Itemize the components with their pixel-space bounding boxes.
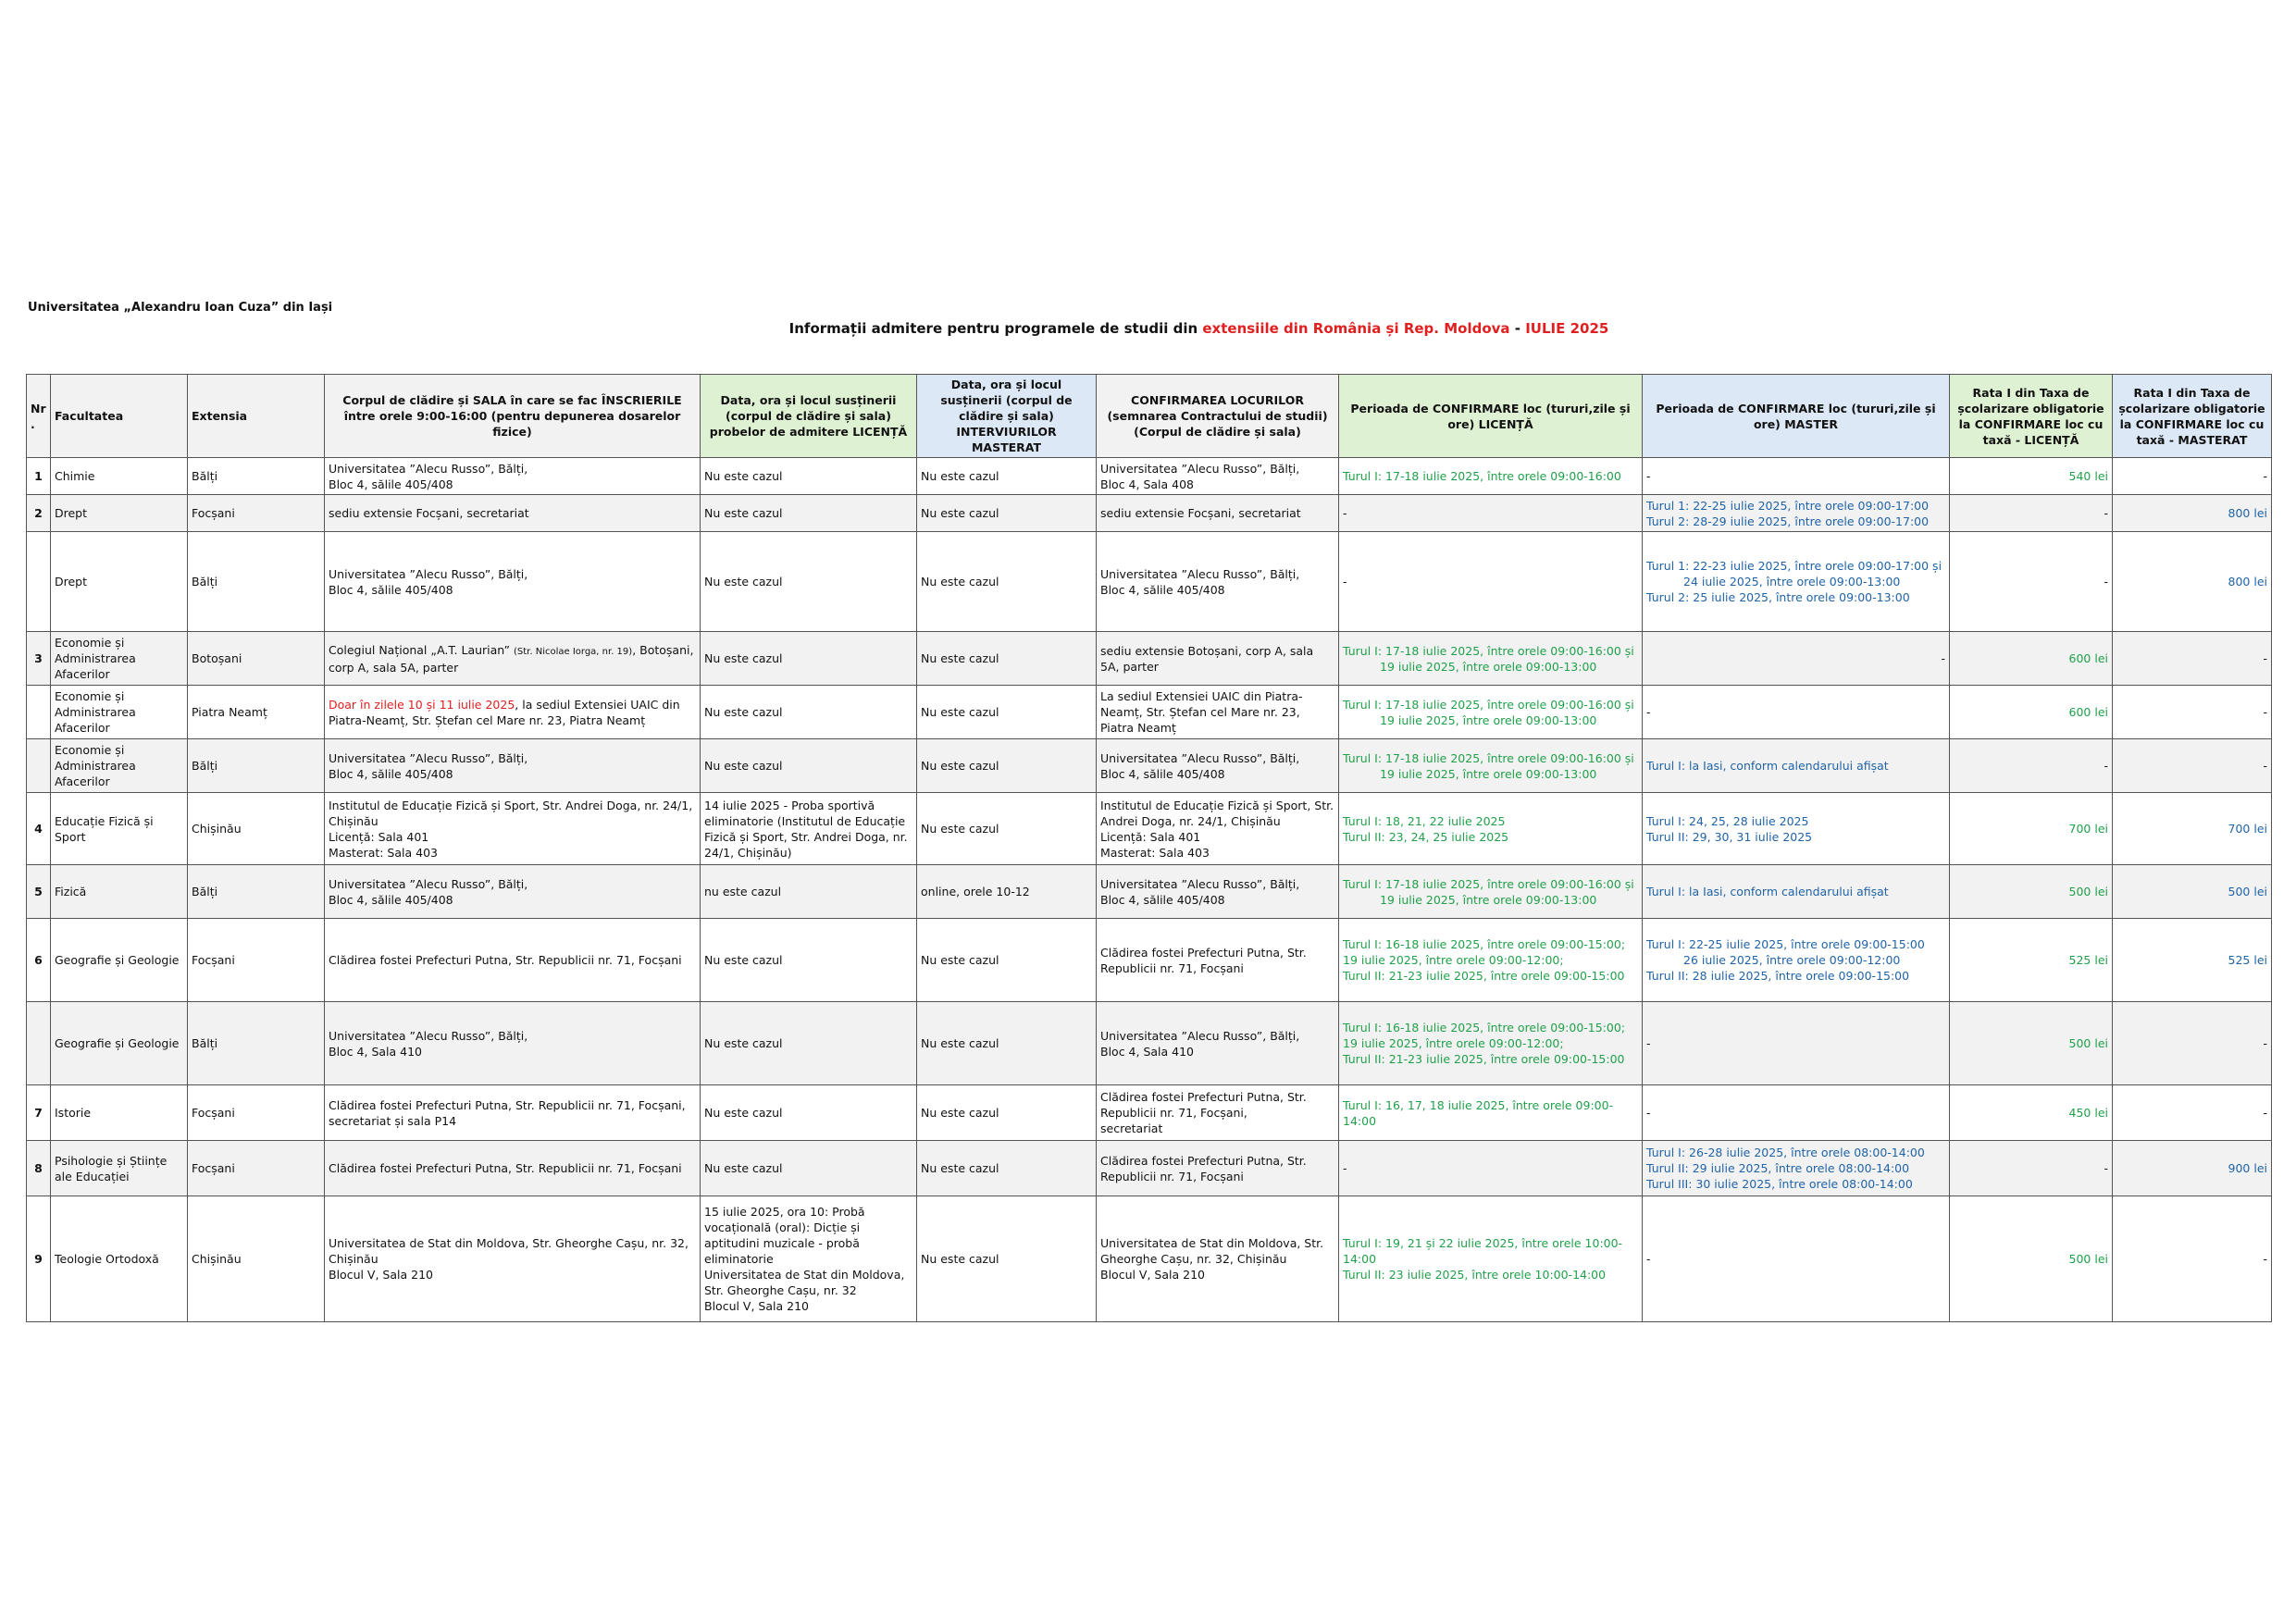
university-name: Universitatea „Alexandru Ioan Cuza” din Iași [28, 301, 333, 315]
cell-confirmation: Clădirea fostei Prefecturi Putna, Str. Republicii nr. 71, Focșani [1097, 919, 1339, 1002]
cell-extension: Chișinău [188, 1196, 325, 1322]
table-row [27, 458, 2272, 495]
cell-faculty: Drept [51, 495, 188, 532]
cell-period-licenta: Turul I: 17-18 iulie 2025, între orele 09:00-16:00 [1339, 458, 1643, 495]
cell-nr [27, 739, 51, 793]
cell-period-licenta: Turul I: 17-18 iulie 2025, între orele 09:00-16:00 și 19 iulie 2025, între orele 09:00-13:00 [1339, 686, 1643, 739]
cell-confirmation: Universitatea ”Alecu Russo”, Bălți, Bloc 4, Sala 410 [1097, 1002, 1339, 1085]
cell-extension: Piatra Neamț [188, 686, 325, 739]
page-title: Informații admitere pentru programele de studii din extensiile din România și Rep. Moldova - IULIE 2025 [788, 320, 1609, 337]
table-row [27, 1141, 2272, 1196]
cell-period-master: - [1643, 458, 1950, 495]
cell-extension: Bălți [188, 1002, 325, 1085]
cell-period-licenta: - [1339, 1141, 1643, 1196]
cell-faculty: Geografie și Geologie [51, 919, 188, 1002]
cell-faculty: Teologie Ortodoxă [51, 1196, 188, 1322]
col-fee-licenta: Rata I din Taxa de școlarizare obligatorie la CONFIRMARE loc cu taxă - LICENȚĂ [1950, 375, 2113, 458]
cell-confirmation: sediu extensie Botoșani, corp A, sala 5A, parter [1097, 632, 1339, 686]
cell-period-licenta: Turul I: 19, 21 și 22 iulie 2025, între orele 10:00-14:00 Turul II: 23 iulie 2025, între orele 10:00-14:00 [1339, 1196, 1643, 1322]
cell-period-master: - [1643, 632, 1950, 686]
cell-extension: Botoșani [188, 632, 325, 686]
cell-fee-licenta: 500 lei [1950, 1002, 2113, 1085]
cell-period-master: Turul I: 24, 25, 28 iulie 2025 Turul II: 29, 30, 31 iulie 2025 [1643, 793, 1950, 865]
col-faculty: Facultatea [51, 375, 188, 458]
cell-fee-master: 525 lei [2113, 919, 2272, 1002]
cell-period-licenta: Turul I: 16-18 iulie 2025, între orele 09:00-15:00; 19 iulie 2025, între orele 09:00-12:00; Turul II: 21-23 iulie 2025, între orele 09:00-15:00 [1339, 1002, 1643, 1085]
cell-period-master: - [1643, 1196, 1950, 1322]
cell-extension: Chișinău [188, 793, 325, 865]
cell-nr [27, 1002, 51, 1085]
cell-confirmation: Institutul de Educație Fizică și Sport, Str. Andrei Doga, nr. 24/1, Chișinău Licență: Sala 401 Masterat: Sala 403 [1097, 793, 1339, 865]
cell-period-licenta: Turul I: 16, 17, 18 iulie 2025, între orele 09:00-14:00 [1339, 1085, 1643, 1141]
cell-nr: 1 [27, 458, 51, 495]
cell-interviews-master: Nu este cazul [917, 632, 1097, 686]
cell-interviews-master: Nu este cazul [917, 686, 1097, 739]
cell-enrollment: Doar în zilele 10 și 11 iulie 2025, la sediul Extensiei UAIC din Piatra-Neamț, Str. Ștefan cel Mare nr. 23, Piatra Neamț [325, 686, 701, 739]
cell-enrollment: Institutul de Educație Fizică și Sport, Str. Andrei Doga, nr. 24/1, Chișinău Licență: Sala 401 Masterat: Sala 403 [325, 793, 701, 865]
cell-enrollment: Universitatea ”Alecu Russo”, Bălți, Bloc 4, sălile 405/408 [325, 739, 701, 793]
cell-nr: 4 [27, 793, 51, 865]
table-row [27, 1002, 2272, 1085]
cell-fee-master: - [2113, 1196, 2272, 1322]
cell-interviews-master: Nu este cazul [917, 793, 1097, 865]
cell-confirmation: Clădirea fostei Prefecturi Putna, Str. Republicii nr. 71, Focșani, secretariat [1097, 1085, 1339, 1141]
cell-period-master: - [1643, 686, 1950, 739]
cell-exams-licenta: Nu este cazul [701, 1085, 917, 1141]
cell-enrollment: Universitatea ”Alecu Russo”, Bălți, Bloc 4, sălile 405/408 [325, 458, 701, 495]
cell-extension: Focșani [188, 919, 325, 1002]
cell-fee-licenta: 700 lei [1950, 793, 2113, 865]
cell-exams-licenta: Nu este cazul [701, 686, 917, 739]
cell-exams-licenta: Nu este cazul [701, 495, 917, 532]
table-row [27, 739, 2272, 793]
cell-faculty: Fizică [51, 865, 188, 919]
cell-faculty: Chimie [51, 458, 188, 495]
cell-period-master: - [1643, 1002, 1950, 1085]
col-nr: Nr. [27, 375, 51, 458]
cell-interviews-master: online, orele 10-12 [917, 865, 1097, 919]
cell-confirmation: Universitatea de Stat din Moldova, Str. Gheorghe Cașu, nr. 32, Chișinău Blocul V, Sala 210 [1097, 1196, 1339, 1322]
cell-fee-master: 700 lei [2113, 793, 2272, 865]
cell-exams-licenta: 15 iulie 2025, ora 10: Probă vocațională (oral): Dicție și aptitudini muzicale - probă eliminatorie Universitatea de Stat din Moldova, Str. Gheorghe Cașu, nr. 32 Blocul V, Sala 210 [701, 1196, 917, 1322]
cell-period-licenta: Turul I: 16-18 iulie 2025, între orele 09:00-15:00; 19 iulie 2025, între orele 09:00-12:00; Turul II: 21-23 iulie 2025, între orele 09:00-15:00 [1339, 919, 1643, 1002]
cell-enrollment: Clădirea fostei Prefecturi Putna, Str. Republicii nr. 71, Focșani [325, 1141, 701, 1196]
cell-period-licenta: - [1339, 495, 1643, 532]
cell-confirmation: sediu extensie Focșani, secretariat [1097, 495, 1339, 532]
cell-fee-master: - [2113, 1002, 2272, 1085]
col-extension: Extensia [188, 375, 325, 458]
cell-confirmation: Universitatea ”Alecu Russo”, Bălți, Bloc 4, sălile 405/408 [1097, 739, 1339, 793]
cell-confirmation: Clădirea fostei Prefecturi Putna, Str. Republicii nr. 71, Focșani [1097, 1141, 1339, 1196]
cell-nr: 7 [27, 1085, 51, 1141]
cell-nr: 2 [27, 495, 51, 532]
cell-extension: Bălți [188, 865, 325, 919]
cell-period-master: Turul I: 22-25 iulie 2025, între orele 09:00-15:00 26 iulie 2025, între orele 09:00-12:00 Turul II: 28 iulie 2025, între orele 09:00-15:00 [1643, 919, 1950, 1002]
cell-fee-licenta: 600 lei [1950, 686, 2113, 739]
cell-fee-licenta: 500 lei [1950, 865, 2113, 919]
table-row [27, 1196, 2272, 1322]
cell-faculty: Economie și Administrarea Afacerilor [51, 686, 188, 739]
cell-period-master: Turul 1: 22-25 iulie 2025, între orele 09:00-17:00 Turul 2: 28-29 iulie 2025, între orele 09:00-17:00 [1643, 495, 1950, 532]
cell-confirmation: Universitatea ”Alecu Russo”, Bălți, Bloc 4, sălile 405/408 [1097, 865, 1339, 919]
cell-enrollment: Clădirea fostei Prefecturi Putna, Str. Republicii nr. 71, Focșani, secretariat și sala P14 [325, 1085, 701, 1141]
cell-period-master: Turul I: 26-28 iulie 2025, între orele 08:00-14:00 Turul II: 29 iulie 2025, între orele 08:00-14:00 Turul III: 30 iulie 2025, între orele 08:00-14:00 [1643, 1141, 1950, 1196]
cell-faculty: Psihologie și Științe ale Educației [51, 1141, 188, 1196]
cell-fee-master: - [2113, 1085, 2272, 1141]
cell-period-master: Turul I: la Iasi, conform calendarului afișat [1643, 865, 1950, 919]
cell-interviews-master: Nu este cazul [917, 532, 1097, 632]
cell-period-licenta: - [1339, 532, 1643, 632]
cell-period-licenta: Turul I: 17-18 iulie 2025, între orele 09:00-16:00 și 19 iulie 2025, între orele 09:00-13:00 [1339, 865, 1643, 919]
cell-interviews-master: Nu este cazul [917, 739, 1097, 793]
cell-period-master: - [1643, 1085, 1950, 1141]
cell-extension: Bălți [188, 739, 325, 793]
cell-enrollment: sediu extensie Focșani, secretariat [325, 495, 701, 532]
cell-period-licenta: Turul I: 18, 21, 22 iulie 2025 Turul II: 23, 24, 25 iulie 2025 [1339, 793, 1643, 865]
cell-exams-licenta: Nu este cazul [701, 739, 917, 793]
cell-nr: 3 [27, 632, 51, 686]
cell-faculty: Economie și Administrarea Afacerilor [51, 739, 188, 793]
col-confirmation: CONFIRMAREA LOCURILOR (semnarea Contractului de studii) (Corpul de clădire și sala) [1097, 375, 1339, 458]
cell-fee-master: - [2113, 739, 2272, 793]
table-row [27, 632, 2272, 686]
cell-interviews-master: Nu este cazul [917, 1085, 1097, 1141]
cell-exams-licenta: Nu este cazul [701, 1141, 917, 1196]
cell-interviews-master: Nu este cazul [917, 1196, 1097, 1322]
cell-fee-master: 500 lei [2113, 865, 2272, 919]
admissions-table [26, 374, 2272, 1322]
cell-fee-licenta: - [1950, 739, 2113, 793]
cell-extension: Focșani [188, 1085, 325, 1141]
table-row [27, 686, 2272, 739]
cell-interviews-master: Nu este cazul [917, 458, 1097, 495]
cell-nr: 6 [27, 919, 51, 1002]
table-row [27, 865, 2272, 919]
cell-fee-licenta: 600 lei [1950, 632, 2113, 686]
col-enrollment: Corpul de clădire și SALA în care se fac ÎNSCRIERILE între orele 9:00-16:00 (pentru depunerea dosarelor fizice) [325, 375, 701, 458]
cell-exams-licenta: 14 iulie 2025 - Proba sportivă eliminatorie (Institutul de Educație Fizică și Sport, Str. Andrei Doga, nr. 24/1, Chișinău) [701, 793, 917, 865]
cell-interviews-master: Nu este cazul [917, 1141, 1097, 1196]
cell-interviews-master: Nu este cazul [917, 919, 1097, 1002]
cell-fee-master: - [2113, 458, 2272, 495]
cell-nr: 9 [27, 1196, 51, 1322]
cell-exams-licenta: Nu este cazul [701, 1002, 917, 1085]
col-period-master: Perioada de CONFIRMARE loc (tururi,zile și ore) MASTER [1643, 375, 1950, 458]
cell-nr [27, 532, 51, 632]
cell-enrollment: Universitatea de Stat din Moldova, Str. Gheorghe Cașu, nr. 32, Chișinău Blocul V, Sala 210 [325, 1196, 701, 1322]
table-row [27, 919, 2272, 1002]
cell-fee-master: 900 lei [2113, 1141, 2272, 1196]
cell-extension: Bălți [188, 458, 325, 495]
cell-fee-licenta: 450 lei [1950, 1085, 2113, 1141]
cell-period-master: Turul 1: 22-23 iulie 2025, între orele 09:00-17:00 și 24 iulie 2025, între orele 09:00-13:00 Turul 2: 25 iulie 2025, între orele 09:00-13:00 [1643, 532, 1950, 632]
cell-fee-master: 800 lei [2113, 495, 2272, 532]
cell-exams-licenta: nu este cazul [701, 865, 917, 919]
table-row [27, 532, 2272, 632]
cell-faculty: Istorie [51, 1085, 188, 1141]
cell-period-master: Turul I: la Iasi, conform calendarului afișat [1643, 739, 1950, 793]
cell-exams-licenta: Nu este cazul [701, 632, 917, 686]
cell-nr [27, 686, 51, 739]
cell-confirmation: Universitatea ”Alecu Russo”, Bălți, Bloc 4, Sala 408 [1097, 458, 1339, 495]
cell-faculty: Drept [51, 532, 188, 632]
col-exams-licenta: Data, ora și locul susținerii (corpul de clădire și sala) probelor de admitere LICENȚĂ [701, 375, 917, 458]
col-fee-master: Rata I din Taxa de școlarizare obligatorie la CONFIRMARE loc cu taxă - MASTERAT [2113, 375, 2272, 458]
cell-faculty: Economie și Administrarea Afacerilor [51, 632, 188, 686]
table-row [27, 495, 2272, 532]
col-period-licenta: Perioada de CONFIRMARE loc (tururi,zile și ore) LICENȚĂ [1339, 375, 1643, 458]
cell-nr: 5 [27, 865, 51, 919]
cell-fee-licenta: 540 lei [1950, 458, 2113, 495]
cell-nr: 8 [27, 1141, 51, 1196]
cell-extension: Focșani [188, 495, 325, 532]
cell-period-licenta: Turul I: 17-18 iulie 2025, între orele 09:00-16:00 și 19 iulie 2025, între orele 09:00-13:00 [1339, 739, 1643, 793]
cell-confirmation: La sediul Extensiei UAIC din Piatra-Neamț, Str. Ștefan cel Mare nr. 23, Piatra Neamț [1097, 686, 1339, 739]
cell-extension: Focșani [188, 1141, 325, 1196]
table-row [27, 1085, 2272, 1141]
col-interviews-master: Data, ora și locul susținerii (corpul de clădire și sala) INTERVIURILOR MASTERAT [917, 375, 1097, 458]
cell-interviews-master: Nu este cazul [917, 1002, 1097, 1085]
cell-enrollment: Universitatea ”Alecu Russo”, Bălți, Bloc 4, Sala 410 [325, 1002, 701, 1085]
cell-fee-master: - [2113, 686, 2272, 739]
cell-exams-licenta: Nu este cazul [701, 919, 917, 1002]
cell-extension: Bălți [188, 532, 325, 632]
table-header-row [27, 375, 2272, 458]
cell-confirmation: Universitatea ”Alecu Russo”, Bălți, Bloc 4, sălile 405/408 [1097, 532, 1339, 632]
cell-fee-licenta: - [1950, 1141, 2113, 1196]
cell-interviews-master: Nu este cazul [917, 495, 1097, 532]
cell-enrollment: Clădirea fostei Prefecturi Putna, Str. Republicii nr. 71, Focșani [325, 919, 701, 1002]
cell-exams-licenta: Nu este cazul [701, 458, 917, 495]
cell-exams-licenta: Nu este cazul [701, 532, 917, 632]
cell-fee-licenta: - [1950, 532, 2113, 632]
cell-enrollment: Universitatea ”Alecu Russo”, Bălți, Bloc 4, sălile 405/408 [325, 865, 701, 919]
cell-fee-master: - [2113, 632, 2272, 686]
cell-faculty: Educație Fizică și Sport [51, 793, 188, 865]
table-row [27, 793, 2272, 865]
cell-fee-master: 800 lei [2113, 532, 2272, 632]
cell-faculty: Geografie și Geologie [51, 1002, 188, 1085]
cell-enrollment: Universitatea ”Alecu Russo”, Bălți, Bloc 4, sălile 405/408 [325, 532, 701, 632]
cell-fee-licenta: 500 lei [1950, 1196, 2113, 1322]
cell-fee-licenta: 525 lei [1950, 919, 2113, 1002]
cell-enrollment: Colegiul Național „A.T. Laurian” (Str. Nicolae Iorga, nr. 19), Botoșani, corp A, sala 5A, parter [325, 632, 701, 686]
cell-period-licenta: Turul I: 17-18 iulie 2025, între orele 09:00-16:00 și 19 iulie 2025, între orele 09:00-13:00 [1339, 632, 1643, 686]
cell-fee-licenta: - [1950, 495, 2113, 532]
